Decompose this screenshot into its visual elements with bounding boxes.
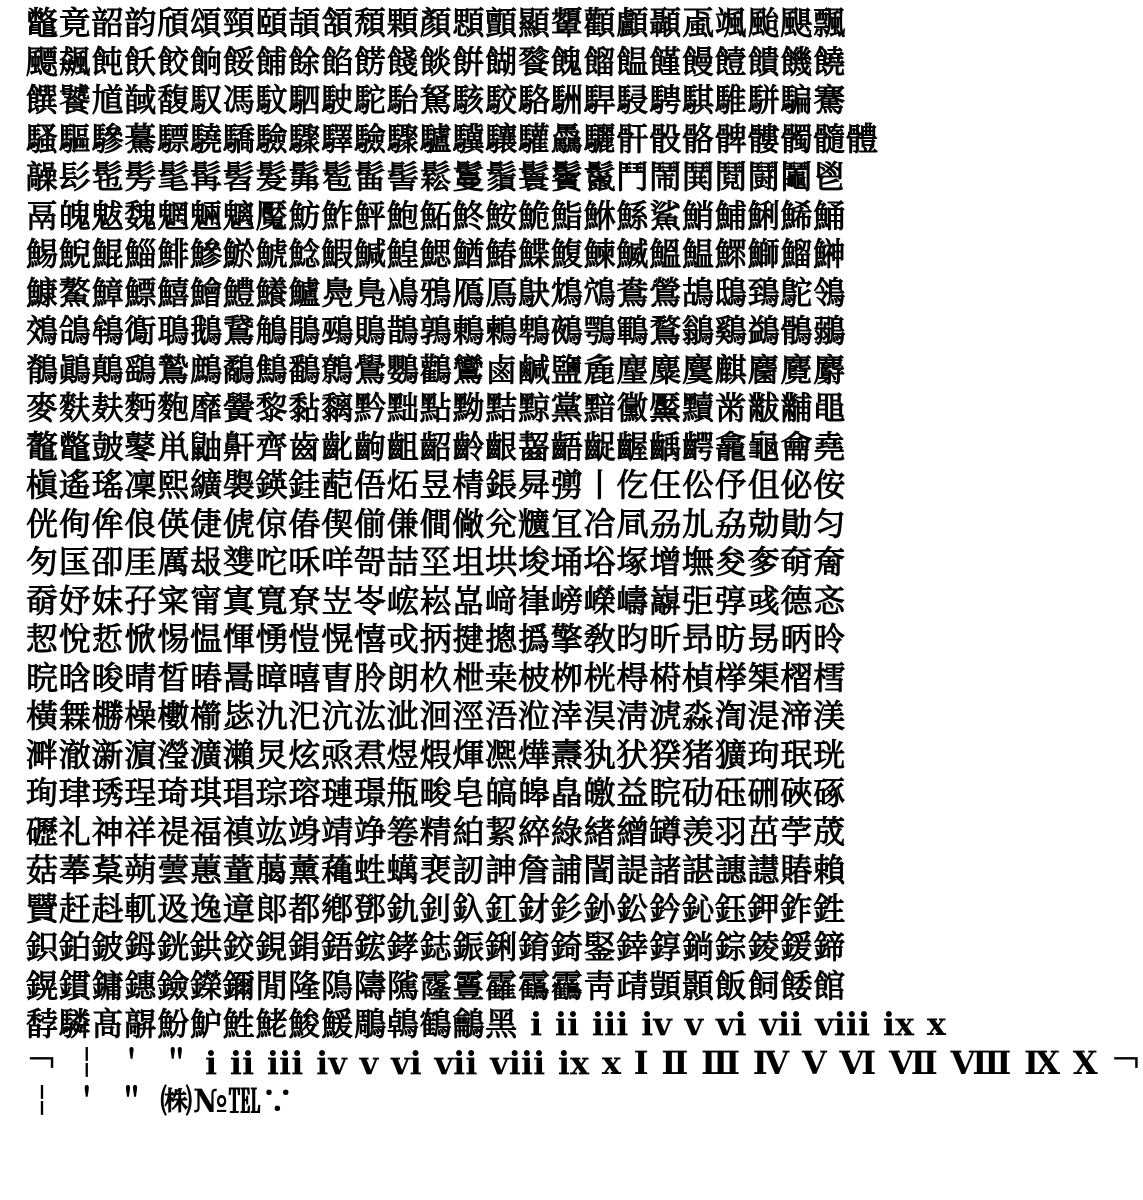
glyph-line: 鼇鼈皷鼕鼡鼬鼾齊齒齔齣齟齠齡齦齧齬齪齷齲齶龕龜龠堯 xyxy=(26,427,847,466)
glyph-line: 鱇鰲鱆鰾鱚鱠鱧鱶鱸鳧鳬鳰鴉鴈鳫鴃鴆鴪鴦鶯鴣鴟鵄鴕鴒 xyxy=(26,273,847,312)
glyph-line: 鯣鯢鯤鯔鯡鰺鯲鯱鯰鰕鰔鰉鰓鰌鰆鰈鰒鰊鰄鰮鰛鰥鰤鰡鰰 xyxy=(26,235,847,273)
glyph-line: ￢ ￤ ＇ ＂ ⅰ ⅱ ⅲ ⅳ ⅴ ⅵ ⅶ ⅷ ⅸ ⅹ Ⅰ Ⅱ Ⅲ Ⅳ Ⅴ Ⅵ Ⅶ Ⅷ Ⅸ Ⅹ ￢ xyxy=(26,1043,1143,1082)
glyph-line: ￤ ＇ ＂ ㈱№℡∵ xyxy=(26,1082,295,1120)
glyph-line: 鎤鏆鏞鏸鐱鑅鑈閒隆隝隯隲霳霻靃靍靏靑靕顗顥飯飼餧館 xyxy=(26,966,847,1005)
glyph-line: 橫橆橳橾櫢櫤毖氿汜沆汯泚洄涇浯涖涬淏淸淲淼渹湜渧渼 xyxy=(26,697,847,735)
glyph-line: 恝悅悊惞惕愠惲愑愷愰憘戓抦揵摠撝擎敎昀昕昻昉昮昞昤 xyxy=(26,620,847,658)
glyph-line: 溿澈澵濵瀅瀇瀨炅炫焏焄煜煆煇凞燁燾犱犾猤猪獷玽珉珖 xyxy=(26,735,847,774)
glyph-line: 匇匤卲厓厲叝﨎咜咊咩哿喆坙坥垬埈埇﨏塚增墲夋奓奛奝 xyxy=(26,543,847,581)
glyph-line: 鵁鴿鴾鵆鵈鵝鵞鵤鵑鵐鵙鵲鶉鶇鶫鵯鵺鶚鶤鶩鶲鷄鷁鶻鶸 xyxy=(26,312,847,350)
glyph-line: 騷驅驂驀驃驍驕驗驟驛驗驟驢驥驤驩驫驪骭骰骼髀髏髑髓體 xyxy=(26,119,879,158)
glyph-line: 鉙鉑鈹鉧銧鉷鉸鋧鋗鋙鋐﨧鋕鋠鋓錥錡鋻﨨錞鋿錝錂鍰鍗 xyxy=(26,928,847,966)
glyph-line: 奣妤妺孖寀甯寘寬尞岦岺峵崧嵓﨑嵂嵭嶸嶹巐弡弴彧德忞 xyxy=(26,581,847,620)
glyph-line: 贒赶﨣軏﨤逸遧郞都鄕鄧釚釗釞釭釮釤釥鈆鈐鈊鈺鉀鈼鉎 xyxy=(26,889,847,928)
glyph-line: 鬲魄魃魏魍魎魑魘魴鮓鮃鮑鮖鮗鮟鮠鮨鮴鯀鯊鮹鯆鯏鯑鯒 xyxy=(26,196,847,235)
glyph-line: 飃飆飩飫餃餉餒餔餘餡餝餞餤餠餬餮餽餾饂饉饅饐饋饑饒 xyxy=(26,42,847,81)
glyph-line: 鼈竟韶韵頎頌頸頤頡頷頹顆顏顋顫顯顰顴顱顳颪颯颱颶飄 xyxy=(26,4,847,42)
glyph-line: 饌饕馗馘馥馭馮馼駟駛駝駘駑駭駮駱駲駻駸騁騏騅駢騙騫 xyxy=(26,81,847,119)
glyph-line: 馞驎髙髜魵魲鮏鮱鮻鰀鵰鵫鶴鸙黑 ⅰ ⅱ ⅲ ⅳ ⅴ ⅵ ⅶ ⅷ ⅸ ⅹ xyxy=(26,1005,947,1043)
glyph-line: 珣珒琇珵琦琪琩琮瑢璉璟甁畯皂皜皞皛皦益睆劯砡硎硤硺 xyxy=(26,774,847,812)
glyph-specimen-sheet xyxy=(26,0,1143,1200)
glyph-line: 麥麩麸麪麭靡黌黎黏黐黔黜點黝黠黥黨黯黴黶黷黹黻黼黽 xyxy=(26,389,847,427)
glyph-line: 礰礼神祥禔福禛竑竧靖竫箞精絈絜綷綠緖繒罇羡羽茁荢荿 xyxy=(26,812,847,851)
glyph-line: 菇菶葈蒴蕓蕙蕫﨟薰蘒﨡蠇裵訒訷詹誧誾諟諸諶譓譿賰賴 xyxy=(26,851,847,889)
glyph-line: 晥晗晙晴晳暙暠暲暿曺朎朗杦枻桒柀栁桄棏﨓楨﨔榘槢樰 xyxy=(26,658,847,697)
glyph-line: 鶺鷆鷏鷂鷙鷓鷸鷦鷭鷯鷽鸚鸛鸞鹵鹹鹽麁麈麋麌麒麕麑麝 xyxy=(26,350,847,389)
glyph-line: 髞髟髢髣髦髯髫髮髴髱髷髻鬆鬘鬚鬟鬢鬣鬥鬧鬨鬩鬪鬮鬯 xyxy=(26,158,847,196)
glyph-line: 槇遙瑤凜熙纊褜鍈銈蓜俉炻昱棈鋹曻彅丨仡仼伀伃伹佖侒 xyxy=(26,466,847,504)
glyph-line: 侊侚侔俍偀倢俿倞偆偰偂傔僴僘兊兤冝冾凬刕劜劦勀勛匀 xyxy=(26,504,847,543)
